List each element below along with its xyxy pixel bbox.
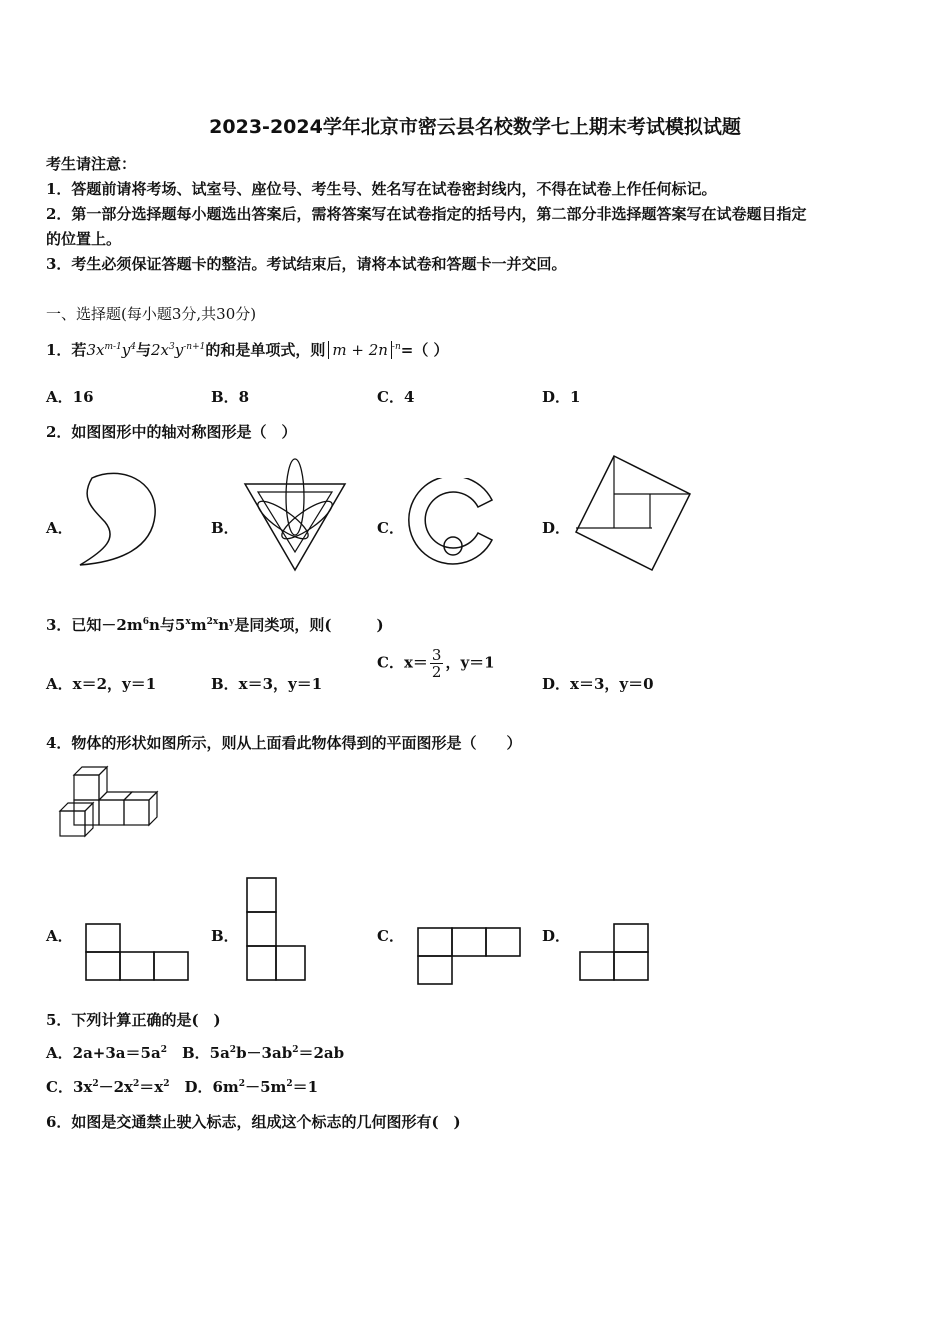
q3-option-a[interactable]: A．x＝2，y＝1 <box>46 675 157 693</box>
q5-option-b: ＝2ab <box>298 1044 345 1062</box>
notice-item: 2．第一部分选择题每小题选出答案后，需将答案写在试卷指定的括号内，第二部分非选择题答案写在试卷题目指定 <box>46 205 807 223</box>
q3-exp: 6 <box>142 617 150 627</box>
question-6-stem: 6．如图是交通禁止驶入标志，组成这个标志的几何图形有( ) <box>46 1113 461 1131</box>
q3-stem-text: m <box>190 616 207 634</box>
q4-solid-figure <box>56 765 166 840</box>
question-2-stem: 2．如图图形中的轴对称图形是（ ） <box>46 423 297 441</box>
q4-option-b-figure <box>245 876 307 984</box>
q1-end: =（ ） <box>400 341 449 359</box>
q5-option-d: ＝1 <box>292 1078 319 1096</box>
q3-stem-text: n与5 <box>149 616 186 634</box>
q1-exp1b: 4 <box>130 342 136 352</box>
q5-option-b: B．5a <box>166 1044 230 1062</box>
q3-exp: y <box>229 617 235 627</box>
q3-option-c-prefix: C．x＝ <box>377 653 428 672</box>
q3-option-d[interactable]: D．x＝3，y＝0 <box>542 675 654 693</box>
q5-exp: 2 <box>160 1045 167 1055</box>
q3-exp: 2x <box>206 617 219 627</box>
q1-exp1: m-1 <box>104 342 122 352</box>
q3-option-c-suffix: ，y＝1 <box>445 653 495 672</box>
q1-prefix: 1．若 <box>46 341 87 359</box>
q1-option-c[interactable]: C．4 <box>377 388 415 406</box>
fraction-denominator: 2 <box>431 663 442 681</box>
notice-item: 的位置上。 <box>46 230 122 248</box>
q5-option-a: A．2a+3a＝5a <box>46 1044 161 1062</box>
q1-exp2: 3 <box>169 342 175 352</box>
q1-term1: 3x <box>86 341 105 359</box>
q5-option-c: ＝x <box>139 1078 164 1096</box>
q1-exp2b: -n+1 <box>183 342 206 352</box>
q5-option-d: D．6m <box>169 1078 239 1096</box>
q1-option-a[interactable]: A．16 <box>46 388 94 406</box>
q4-label-c[interactable]: C． <box>377 927 404 945</box>
q5-exp: 2 <box>163 1079 170 1089</box>
q2-figure-c-ring <box>402 478 502 568</box>
q1-mid: 与 <box>135 341 151 359</box>
q1-option-d[interactable]: D．1 <box>542 388 581 406</box>
question-4-stem: 4．物体的形状如图所示，则从上面看此物体得到的平面图形是（ ） <box>46 734 522 752</box>
q5-exp: 2 <box>132 1079 140 1089</box>
q5-exp: 2 <box>292 1045 299 1055</box>
q4-label-d[interactable]: D． <box>542 927 571 945</box>
q2-label-d[interactable]: D． <box>542 519 571 537</box>
notice-item: 3．考生必须保证答题卡的整洁。考试结束后，请将本试卷和答题卡一并交回。 <box>46 255 567 273</box>
q1-term2: 2x <box>151 341 170 359</box>
q5-exp: 2 <box>286 1079 293 1089</box>
q2-figure-a-swirl <box>70 460 170 575</box>
q5-exp: 2 <box>229 1045 237 1055</box>
q3-option-c[interactable] <box>377 647 495 680</box>
notice-item: 1．答题前请将考场、试室号、座位号、考生号、姓名写在试卷密封线内，不得在试卷上作任何标记。 <box>46 180 717 198</box>
q5-option-d: －5m <box>245 1078 287 1096</box>
q5-options-row-2[interactable] <box>46 1076 318 1097</box>
q3-exp: x <box>185 617 191 627</box>
q3-stem-text: 是同类项，则( ) <box>234 616 384 634</box>
q1-option-b[interactable]: B．8 <box>211 388 250 406</box>
q2-figure-d-square <box>572 452 697 574</box>
q3-stem-text: n <box>218 616 230 634</box>
q4-option-c-figure <box>416 926 526 988</box>
q4-option-d-figure <box>578 922 654 984</box>
q1-absexp: -n <box>391 342 401 352</box>
q4-option-a-figure <box>84 922 192 984</box>
q5-option-c: C．3x <box>46 1078 93 1096</box>
q5-option-c: －2x <box>98 1078 133 1096</box>
q5-option-b: b－3ab <box>236 1044 293 1062</box>
q2-label-c[interactable]: C． <box>377 519 404 537</box>
q2-label-a[interactable]: A． <box>46 519 73 537</box>
question-3-stem <box>46 614 384 635</box>
question-1-stem <box>46 339 449 360</box>
q4-label-b[interactable]: B． <box>211 927 239 945</box>
q1-suffix: 的和是单项式，则 <box>205 341 326 359</box>
q2-label-b[interactable]: B． <box>211 519 239 537</box>
q5-exp: 2 <box>92 1079 99 1089</box>
q5-options-row-1[interactable] <box>46 1042 344 1063</box>
q3-option-c-fraction <box>430 647 444 680</box>
q1-term1b: y <box>121 341 131 359</box>
fraction-numerator: 3 <box>431 646 442 664</box>
q3-option-b[interactable]: B．x＝3，y＝1 <box>211 675 323 693</box>
notice-heading: 考生请注意： <box>46 155 137 173</box>
q1-abs: m + 2n <box>328 341 392 359</box>
page-title: 2023-2024学年北京市密云县名校数学七上期末考试模拟试题 <box>209 116 741 138</box>
section-heading: 一、选择题(每小题3分,共30分) <box>46 305 257 323</box>
q2-figure-b-star <box>240 452 350 574</box>
q4-label-a[interactable]: A． <box>46 927 73 945</box>
q5-exp: 2 <box>238 1079 246 1089</box>
q1-term2b: y <box>174 341 184 359</box>
q3-stem-text: 3．已知－2m <box>46 616 143 634</box>
question-5-stem: 5．下列计算正确的是( ) <box>46 1011 221 1029</box>
